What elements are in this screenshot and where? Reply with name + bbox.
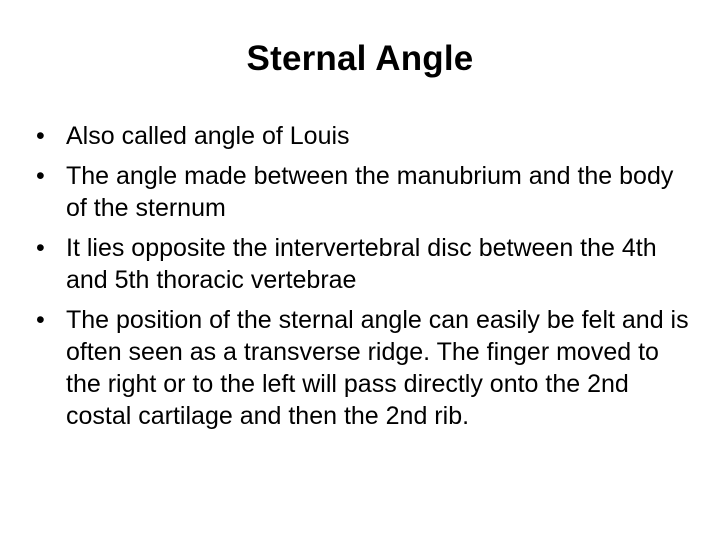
bullet-marker-icon: • bbox=[36, 122, 45, 150]
list-item-text: The angle made between the manubrium and the body of the sternum bbox=[66, 162, 674, 222]
list-item bbox=[36, 232, 696, 296]
bullet-list bbox=[36, 120, 696, 440]
bullet-marker-icon: • bbox=[36, 234, 45, 262]
list-item bbox=[36, 160, 696, 224]
list-item bbox=[36, 304, 696, 432]
page-title: Sternal Angle bbox=[246, 39, 474, 78]
list-item-text: The position of the sternal angle can easily be felt and is often seen as a transverse ridge. The finger moved to the right or to the left will pass directly onto the 2nd costal cartilage and then the 2nd rib. bbox=[66, 306, 689, 430]
list-item-text: Also called angle of Louis bbox=[66, 122, 350, 150]
bullet-marker-icon: • bbox=[36, 306, 45, 334]
list-item bbox=[36, 120, 696, 152]
list-item-text: It lies opposite the intervertebral disc between the 4th and 5th thoracic vertebrae bbox=[66, 234, 657, 294]
bullet-marker-icon: • bbox=[36, 162, 45, 190]
